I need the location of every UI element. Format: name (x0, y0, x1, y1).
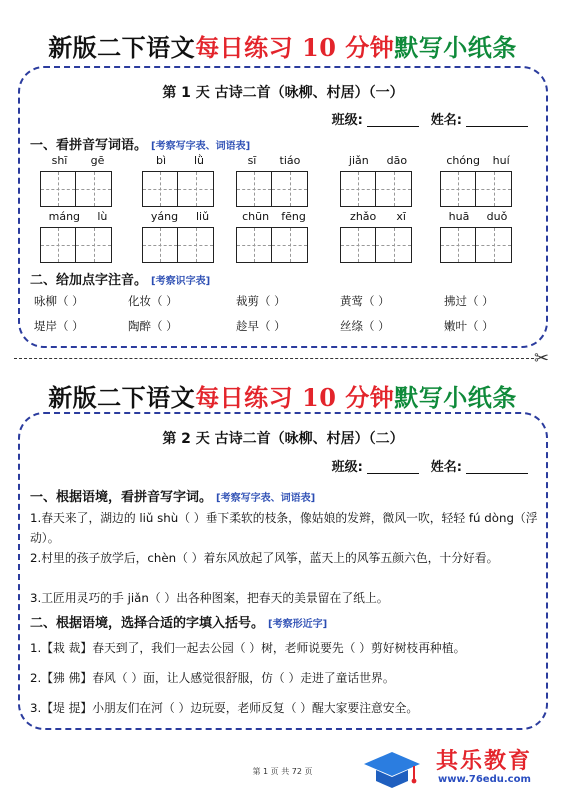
writing-cell[interactable] (340, 227, 376, 263)
writing-cell[interactable] (40, 227, 76, 263)
pinyin-syllable: liǔ (195, 210, 210, 223)
writing-boxes (236, 171, 312, 207)
cut-line (14, 358, 534, 359)
pinyin-syllable: lǜ (193, 154, 204, 167)
class-label: 班级: (331, 113, 363, 128)
pinyin-label (440, 154, 516, 168)
pinyin-syllable: zhǎo (350, 210, 377, 223)
writing-cell[interactable] (40, 171, 76, 207)
banner-part-grade: 新版二下语文 (48, 383, 196, 412)
choice-1: 1.【栽 裁】春天到了，我们一起去公园（ ）树，老师说要先（ ）剪好树枝再种植。 (30, 641, 466, 655)
pinyin-syllable: duǒ (486, 210, 508, 223)
section-hint: [考察写字表、词语表] (216, 493, 316, 504)
writing-boxes (440, 227, 516, 263)
section-hint: [考察写字表、词语表] (151, 141, 251, 152)
banner-part-practice: 每日练习 10 分钟 (195, 33, 395, 62)
pinyin-syllable: jiǎn (348, 154, 369, 167)
pinyin-word (340, 210, 416, 263)
section-title: 一、根据语境，看拼音写字词。 (30, 490, 213, 505)
name-blank[interactable] (466, 115, 528, 127)
brand-url[interactable]: www.76edu.com (438, 774, 531, 785)
page-number: 第 1 页 共 72 页 (252, 767, 313, 776)
writing-cell[interactable] (142, 227, 178, 263)
section-hint: [考察形近字] (268, 619, 328, 630)
banner-part-dictation: 默写小纸条 (394, 33, 517, 62)
writing-cell[interactable] (178, 227, 214, 263)
writing-boxes (236, 227, 312, 263)
zhuyin-item: 黄莺（ ） (340, 294, 390, 308)
day2-section2-heading (30, 612, 327, 631)
pinyin-label (40, 210, 116, 224)
choice-3: 3.【堤 提】小朋友们在河（ ）边玩耍，老师反复（ ）醒大家要注意安全。 (30, 701, 419, 715)
section-title: 二、给加点字注音。 (30, 273, 148, 288)
name-label: 姓名: (430, 460, 462, 475)
graduation-cap-icon (362, 750, 422, 790)
name-label: 姓名: (430, 113, 462, 128)
section-title: 二、根据语境，选择合适的字填入括号。 (30, 616, 265, 631)
pinyin-word (236, 154, 312, 207)
day1-title: 第 1 天 古诗二首（咏柳、村居）（一） (162, 85, 404, 101)
pinyin-syllable: máng (48, 210, 81, 223)
zhuyin-item: 咏柳（ ） (34, 294, 84, 308)
writing-cell[interactable] (476, 171, 512, 207)
pinyin-word (340, 154, 416, 207)
day1-card (18, 66, 548, 348)
pinyin-word (142, 210, 218, 263)
section-hint: [考察识字表] (151, 276, 211, 287)
writing-boxes (142, 227, 218, 263)
class-label: 班级: (331, 460, 363, 475)
writing-cell[interactable] (76, 171, 112, 207)
writing-cell[interactable] (236, 227, 272, 263)
choice-2: 2.【狒 佛】春风（ ）面，让人感觉很舒服，仿（ ）走进了童话世界。 (30, 671, 395, 685)
brand-logo (362, 744, 562, 792)
pinyin-syllable: yáng (150, 210, 179, 223)
banner-part-practice: 每日练习 10 分钟 (195, 383, 395, 412)
sentence-2: 2.村里的孩子放学后，chèn（ ）着东风放起了风筝，蓝天上的风筝五颜六色，十分好看。 (30, 551, 499, 565)
pinyin-word (142, 154, 218, 207)
pinyin-label (142, 154, 218, 168)
writing-cell[interactable] (340, 171, 376, 207)
pinyin-label (440, 210, 516, 224)
pinyin-label (236, 154, 312, 168)
zhuyin-item: 趁早（ ） (236, 319, 286, 333)
worksheet-banner-top (0, 28, 565, 63)
pinyin-label (340, 154, 416, 168)
day2-title: 第 2 天 古诗二首（咏柳、村居）（二） (162, 431, 404, 447)
day1-section1-heading (30, 134, 250, 153)
pinyin-syllable: shī (51, 154, 68, 167)
pinyin-syllable: huā (448, 210, 470, 223)
pinyin-syllable: fēng (281, 210, 306, 223)
writing-cell[interactable] (476, 227, 512, 263)
sentence-1: 1.春天来了，湖边的 liǔ shù（ ）垂下柔软的枝条，像姑娘的发辫，微风一吹，轻轻 fú dòng（浮动）。 (30, 511, 538, 545)
zhuyin-item: 拂过（ ） (444, 294, 494, 308)
brand-name: 其乐教育 (436, 749, 533, 774)
worksheet-banner-bottom (0, 378, 565, 413)
pinyin-syllable: bì (155, 154, 167, 167)
zhuyin-item: 裁剪（ ） (236, 294, 286, 308)
pinyin-word (440, 210, 516, 263)
writing-cell[interactable] (440, 227, 476, 263)
pinyin-syllable: chūn (242, 210, 270, 223)
banner-part-grade: 新版二下语文 (48, 33, 196, 62)
scissors-icon: ✂ (534, 348, 550, 369)
day1-section2-heading (30, 269, 210, 288)
name-blank[interactable] (466, 462, 528, 474)
pinyin-label (236, 210, 312, 224)
pinyin-word (40, 154, 116, 207)
zhuyin-item: 嫩叶（ ） (444, 319, 494, 333)
day2-section1-heading (30, 486, 315, 505)
writing-cell[interactable] (236, 171, 272, 207)
day2-class-name-line (332, 456, 528, 475)
pinyin-syllable: huí (492, 154, 510, 167)
writing-cell[interactable] (272, 227, 308, 263)
zhuyin-item: 陶醉（ ） (128, 319, 178, 333)
pinyin-label (340, 210, 416, 224)
zhuyin-item: 化妆（ ） (128, 294, 178, 308)
pinyin-syllable: sī (247, 154, 257, 167)
writing-cell[interactable] (76, 227, 112, 263)
pinyin-word (440, 154, 516, 207)
zhuyin-item: 堤岸（ ） (34, 319, 84, 333)
banner-part-dictation: 默写小纸条 (394, 383, 517, 412)
class-blank[interactable] (367, 462, 419, 474)
writing-boxes (40, 227, 116, 263)
writing-cell[interactable] (142, 171, 178, 207)
writing-boxes (440, 171, 516, 207)
section-title: 一、看拼音写词语。 (30, 138, 148, 153)
pinyin-word (40, 210, 116, 263)
zhuyin-item: 丝绦（ ） (340, 319, 390, 333)
writing-boxes (340, 227, 416, 263)
pinyin-word (236, 210, 312, 263)
writing-cell[interactable] (376, 171, 412, 207)
pinyin-label (40, 154, 116, 168)
writing-cell[interactable] (272, 171, 308, 207)
pinyin-syllable: xī (396, 210, 406, 223)
writing-boxes (142, 171, 218, 207)
writing-boxes (340, 171, 416, 207)
day1-class-name-line (332, 109, 528, 128)
pinyin-label (142, 210, 218, 224)
writing-cell[interactable] (440, 171, 476, 207)
sentence-3: 3.工匠用灵巧的手 jiǎn（ ）出各种图案，把春天的美景留在了纸上。 (30, 591, 389, 605)
pinyin-syllable: gē (90, 154, 105, 167)
pinyin-syllable: tiáo (279, 154, 301, 167)
class-blank[interactable] (367, 115, 419, 127)
writing-cell[interactable] (376, 227, 412, 263)
pinyin-syllable: chóng (446, 154, 481, 167)
writing-boxes (40, 171, 116, 207)
writing-cell[interactable] (178, 171, 214, 207)
pinyin-syllable: lù (97, 210, 108, 223)
day2-card (18, 412, 548, 730)
pinyin-syllable: dāo (386, 154, 408, 167)
